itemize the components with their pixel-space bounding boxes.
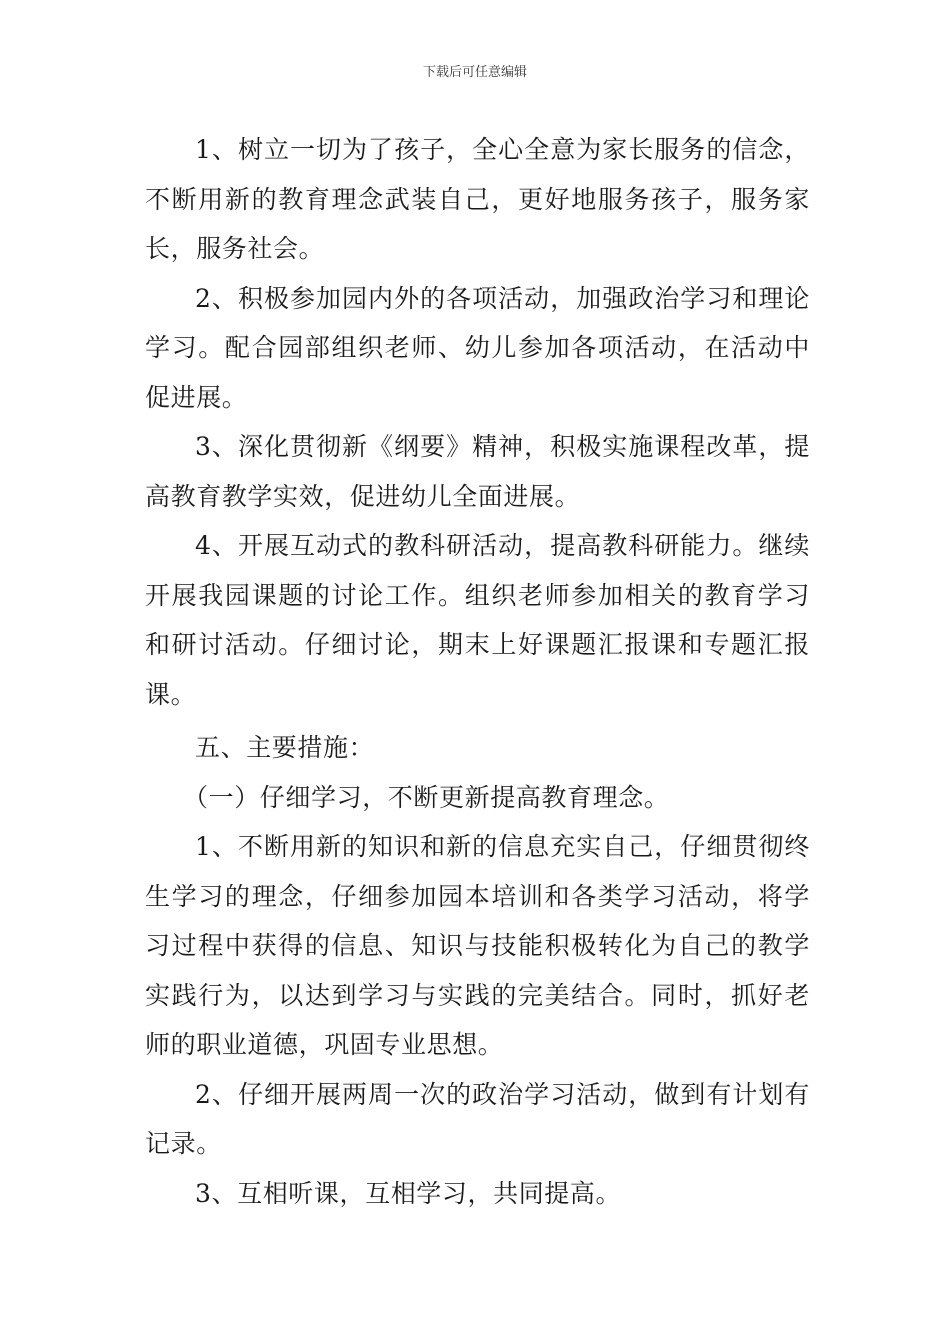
paragraph-measure-1: 1、不断用新的知识和新的信息充实自己，仔细贯彻终生学习的理念，仔细参加园本培训和各类学习活动，将学习过程中获得的信息、知识与技能积极转化为自己的教学实践行为，以达到学习与实践的完美结合。同时，抓好老师的职业道德，巩固专业思想。 <box>145 832 810 1059</box>
paragraph-goal-2: 2、积极参加园内外的各项活动，加强政治学习和理论学习。配合园部组织老师、幼儿参加各项活动，在活动中促进展。 <box>145 283 810 412</box>
page-header-note: 下载后可任意编辑 <box>422 65 527 80</box>
paragraph-goal-1: 1、树立一切为了孩子，全心全意为家长服务的信念，不断用新的教育理念武装自己，更好地服务孩子，服务家长，服务社会。 <box>145 135 810 263</box>
document-body <box>145 125 810 1218</box>
paragraph-goal-4: 4、开展互动式的教科研活动，提高教科研能力。继续开展我园课题的讨论工作。组织老师参加相关的教育学习和研讨活动。仔细讨论，期末上好课题汇报课和专题汇报课。 <box>145 531 810 709</box>
section-heading-measures: 五、主要措施： <box>195 733 375 762</box>
paragraph-measure-2: 2、仔细开展两周一次的政治学习活动，做到有计划有记录。 <box>145 1079 810 1158</box>
paragraph-goal-3: 3、深化贯彻新《纲要》精神，积极实施课程改革，提高教育教学实效，促进幼儿全面进展。 <box>145 432 810 511</box>
paragraph-measure-3: 3、互相听课，互相学习，共同提高。 <box>195 1178 622 1208</box>
subsection-heading-learning: （一）仔细学习，不断更新提高教育理念。 <box>183 782 670 812</box>
